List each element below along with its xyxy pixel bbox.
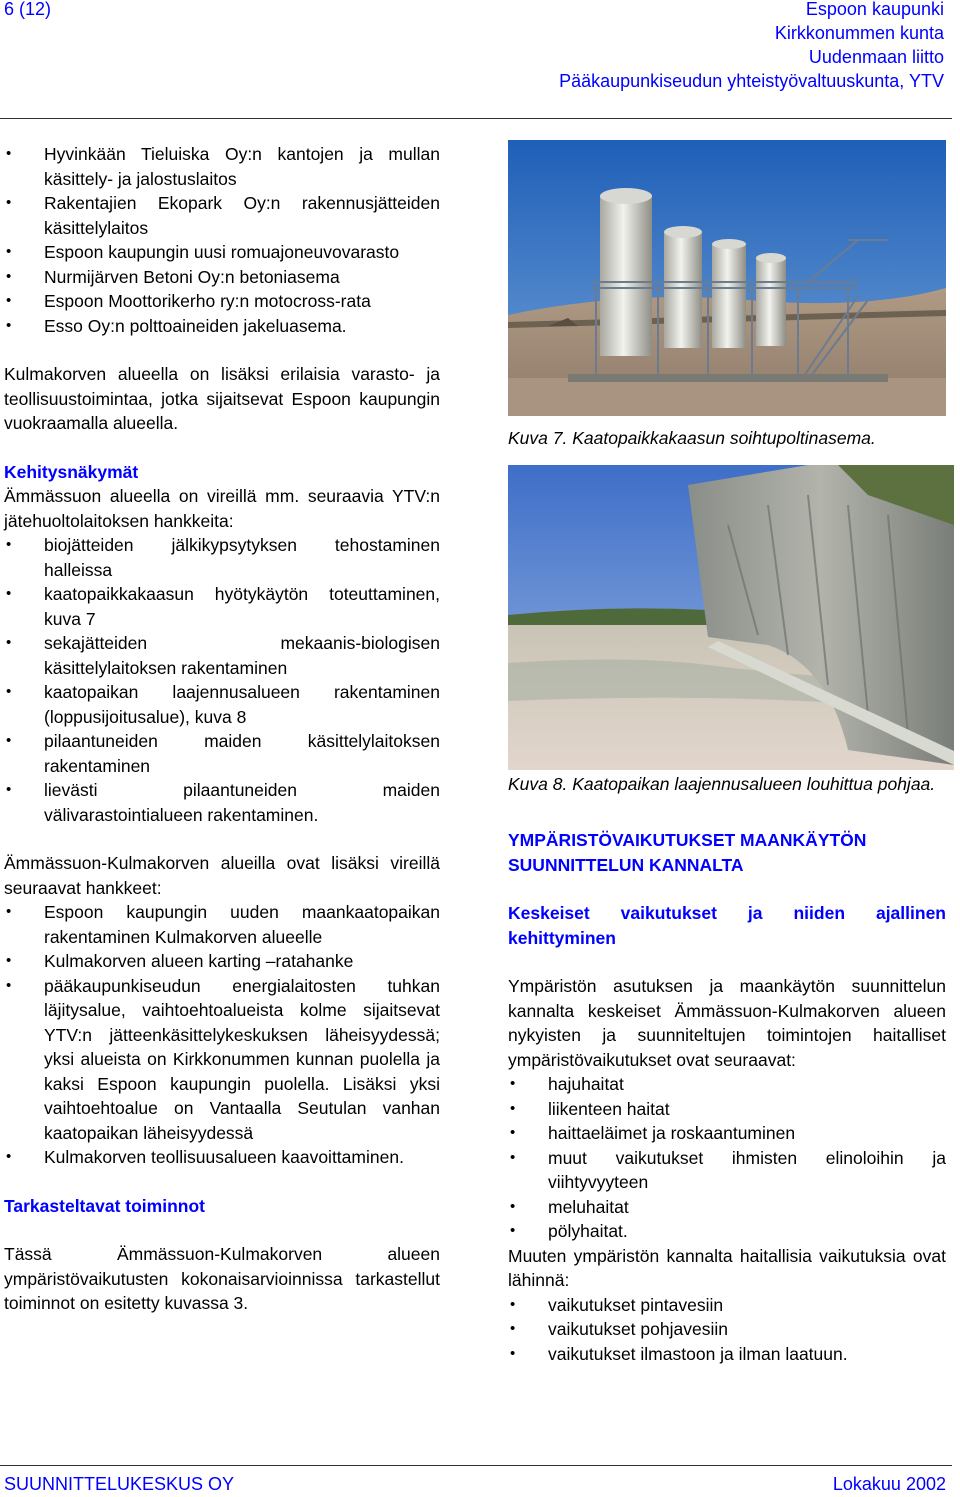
impacts-intro: Ympäristön asutuksen ja maankäytön suunnittelun kannalta keskeiset Ämmässuon-Kulmakorven alueen nykyisten ja suunniteltujen toimintojen haitalliset ympäristövaikutukset ovat seuraavat: [508, 976, 946, 1070]
list-item: • Nurmijärven Betoni Oy:n betoniasema [4, 265, 440, 290]
list-item: • meluhaitat [508, 1195, 946, 1220]
header-org: Uudenmaan liitto [808, 47, 944, 67]
list-item: • Espoon kaupungin uuden maankaatopaikan rakentaminen Kulmakorven alueelle [4, 900, 440, 949]
list-item: • haittaeläimet ja roskaantuminen [508, 1121, 946, 1146]
list-item: • kaatopaikkakaasun hyötykäytön toteuttaminen, kuva 7 [4, 582, 440, 631]
photo-landfill-excavation [508, 465, 954, 770]
footer-company: SUUNNITTELUKESKUS OY [4, 1474, 235, 1494]
facilities-list [4, 142, 440, 338]
other-impacts-list [508, 1293, 946, 1367]
list-item: • Espoon kaupungin uusi romuajoneuvovarasto [4, 240, 440, 265]
kehitys-intro: Ämmässuon alueella on vireillä mm. seuraavia YTV:n jätehuoltolaitoksen hankkeita: [4, 486, 440, 531]
footer-date: Lokakuu 2002 [832, 1474, 946, 1494]
kehitysnakymat-heading: Kehitysnäkymät [4, 461, 139, 482]
kulmakorpi-paragraph: Kulmakorven alueella on lisäksi erilaisia varasto- ja teollisuustoimintaa, jotka sijaitsevat Espoon kaupungin vuokraamalla alueella. [4, 364, 440, 433]
right-column [508, 140, 946, 1366]
footer-divider [0, 1465, 952, 1466]
list-item: • Kulmakorven alueen karting –ratahanke [4, 949, 440, 974]
tarkastelu-paragraph: Tässä Ämmässuon-Kulmakorven alueen ympäristövaikutusten kokonaisarvioinnissa tarkastellut toiminnot on esitetty kuvassa 3. [4, 1244, 440, 1313]
list-item: • Rakentajien Ekopark Oy:n rakennusjätteiden käsittelylaitos [4, 191, 440, 240]
list-item: • pölyhaitat. [508, 1219, 946, 1244]
list-item: • biojätteiden jälkikypsytyksen tehostaminen halleissa [4, 533, 440, 582]
photo-flare-station [508, 140, 946, 416]
impacts-list [508, 1072, 946, 1244]
list-item: • lievästi pilaantuneiden maiden välivarastointialueen rakentaminen. [4, 778, 440, 827]
list-item: • vaikutukset pintavesiin [508, 1293, 946, 1318]
page-number: 6 (12) [4, 0, 52, 19]
list-item: • muut vaikutukset ihmisten elinoloihin ja viihtyvyyteen [508, 1146, 946, 1195]
main-section-heading: YMPÄRISTÖVAIKUTUKSET MAANKÄYTÖN SUUNNITTELUN KANNALTA [508, 830, 867, 875]
other-projects-list [4, 900, 440, 1170]
header-org: Kirkkonummen kunta [774, 23, 944, 43]
other-projects-intro: Ämmässuon-Kulmakorven alueilla ovat lisäksi vireillä seuraavat hankkeet: [4, 853, 440, 898]
list-item: • kaatopaikan laajennusalueen rakentaminen (loppusijoitusalue), kuva 8 [4, 680, 440, 729]
figure-8-caption: Kuva 8. Kaatopaikan laajennusalueen louhittua pohjaa. [508, 773, 936, 794]
list-item: • Hyvinkään Tieluiska Oy:n kantojen ja mullan käsittely- ja jalostuslaitos [4, 142, 440, 191]
figure-7-caption: Kuva 7. Kaatopaikkakaasun soihtupoltinasema. [508, 428, 876, 448]
list-item: • Esso Oy:n polttoaineiden jakeluasema. [4, 314, 440, 339]
header-divider [0, 118, 952, 119]
sub-section-heading: Keskeiset vaikutukset ja niiden ajallinen kehittyminen [508, 903, 946, 948]
list-item: • liikenteen haitat [508, 1097, 946, 1122]
left-column [4, 142, 440, 1316]
list-item: • pääkaupunkiseudun energialaitosten tuhkan läjitysalue, vaihtoehtoalueista kolme sijaitsevat YTV:n jätteenkäsittelykeskuksen läheisyydessä; yksi alueista on Kirkkonummen kunnan puolella ja kaksi Espoon kaupungin puolella. Lisäksi yksi vaihtoehtoalue on Vantaalla Seutulan vanhan kaatopaikan läheisyydessä [4, 974, 440, 1146]
ytv-projects-list [4, 533, 440, 827]
other-impacts-intro: Muuten ympäristön kannalta haitallisia vaikutuksia ovat lähinnä: [508, 1245, 946, 1290]
tarkasteltavat-heading: Tarkasteltavat toiminnot [4, 1195, 205, 1216]
list-item: • pilaantuneiden maiden käsittelylaitoksen rakentaminen [4, 729, 440, 778]
list-item: • vaikutukset ilmastoon ja ilman laatuun. [508, 1342, 946, 1367]
list-item: • Espoon Moottorikerho ry:n motocross-rata [4, 289, 440, 314]
list-item: • Kulmakorven teollisuusalueen kaavoittaminen. [4, 1145, 440, 1170]
list-item: • vaikutukset pohjavesiin [508, 1317, 946, 1342]
list-item: • hajuhaitat [508, 1072, 946, 1097]
header-org: Espoon kaupunki [805, 0, 944, 19]
header-organizations [559, 0, 944, 93]
list-item: • sekajätteiden mekaanis-biologisen käsittelylaitoksen rakentaminen [4, 631, 440, 680]
header-org: Pääkaupunkiseudun yhteistyövaltuuskunta, YTV [559, 71, 944, 91]
